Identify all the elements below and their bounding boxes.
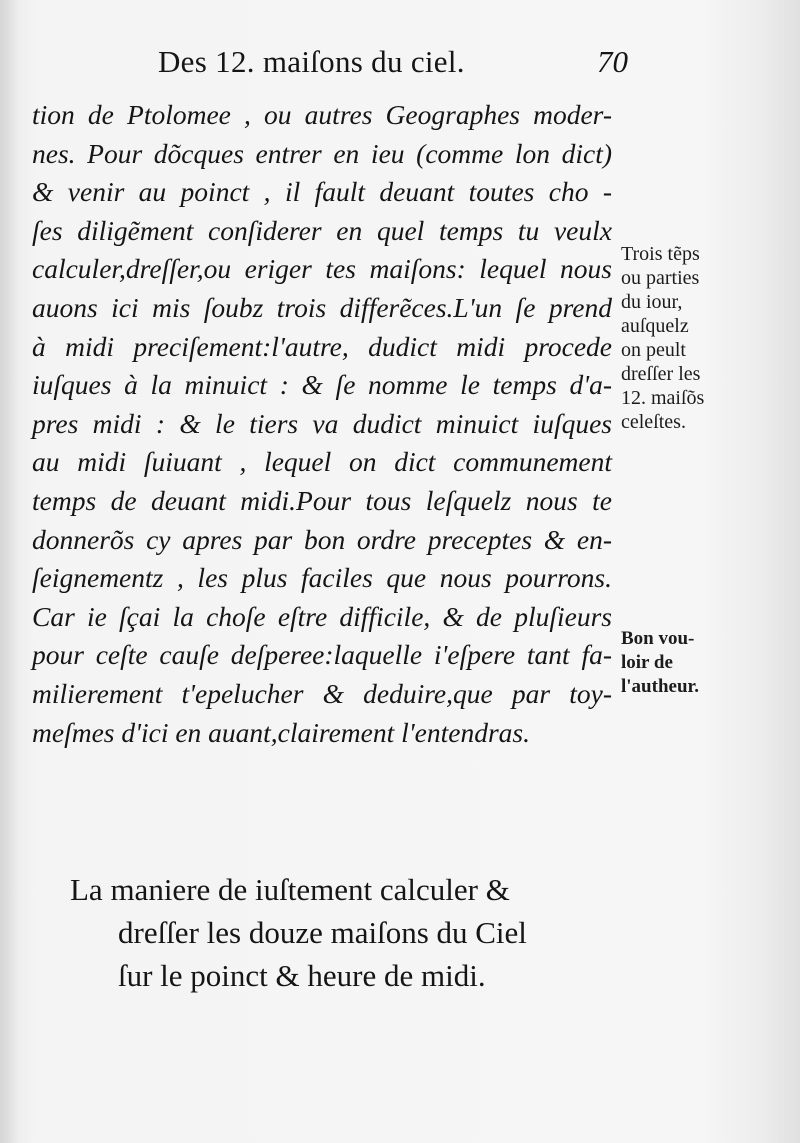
margin-note-line: dreſſer les: [621, 363, 701, 385]
heading-line: ſur le poinct & heure de midi.: [118, 958, 486, 993]
margin-note-line: 12. maiſõs: [621, 387, 705, 409]
text-line: à midi preciſement:l'autre, dudict midi procede: [32, 330, 612, 362]
text-line: au midi ſuiuant , lequel on dict communement: [32, 446, 612, 478]
margin-note-line: du iour,: [621, 291, 683, 313]
text-line: calculer,dreſſer,ou eriger tes maiſons: lequel nous: [32, 253, 612, 285]
text-line: tion de Ptolomee , ou autres Geographes moder-: [32, 99, 612, 130]
margin-note-three-times: [621, 242, 704, 434]
text-line: nes. Pour dõcques entrer en ieu (comme lon dict): [32, 137, 612, 169]
margin-note-line: loir de: [621, 652, 673, 673]
show-through-text: [610, 800, 616, 826]
margin-note-line: celeſtes.: [621, 411, 686, 433]
page-number: 70: [597, 44, 628, 79]
margin-note-line: Bon vou-: [621, 628, 695, 649]
text-line: auons ici mis ſoubz trois differẽces.L'un ſe prend: [32, 291, 612, 323]
text-line: ſes diligẽment conſiderer en quel temps tu veulx: [32, 214, 612, 246]
heading-line: dreſſer les douze maiſons du Ciel: [118, 915, 527, 950]
text-line: Car ie ſçai la choſe eſtre difficile, & de pluſieurs: [32, 600, 612, 632]
text-line: pres midi : & le tiers va dudict minuict iuſques: [32, 407, 612, 439]
body-paragraph: [32, 96, 612, 752]
margin-note-line: Trois tẽps: [621, 243, 700, 265]
text-line: iuſques à la minuict : & ſe nomme le temps d'a-: [32, 369, 612, 401]
text-line: donnerõs cy apres par bon ordre preceptes & en-: [32, 523, 612, 555]
text-line: & venir au poinct , il fault deuant toutes cho -: [32, 176, 612, 208]
margin-note-line: ou parties: [621, 267, 700, 289]
text-line: milierement t'epelucher & deduire,que par toy-: [32, 677, 612, 709]
section-heading: [70, 868, 615, 997]
margin-note-line: l'autheur.: [621, 676, 699, 697]
running-title: Des 12. maiſons du ciel.: [158, 44, 465, 79]
text-line: pour ceſte cauſe deſperee:laquelle i'eſpere tant fa-: [32, 639, 612, 671]
margin-note-line: on peult: [621, 339, 686, 361]
spine-shadow: [0, 0, 18, 1143]
margin-note-line: auſquelz: [621, 315, 689, 337]
text-line: meſmes d'ici en auant,clairement l'entendras.: [32, 716, 530, 748]
page-header: [158, 44, 628, 86]
text-line: temps de deuant midi.Pour tous leſquelz nous te: [32, 484, 612, 516]
text-line: ſeignementz , les plus faciles que nous pourrons.: [32, 562, 612, 594]
heading-line: La maniere de iuſtement calculer &: [70, 872, 510, 907]
margin-note-author: [621, 627, 699, 699]
